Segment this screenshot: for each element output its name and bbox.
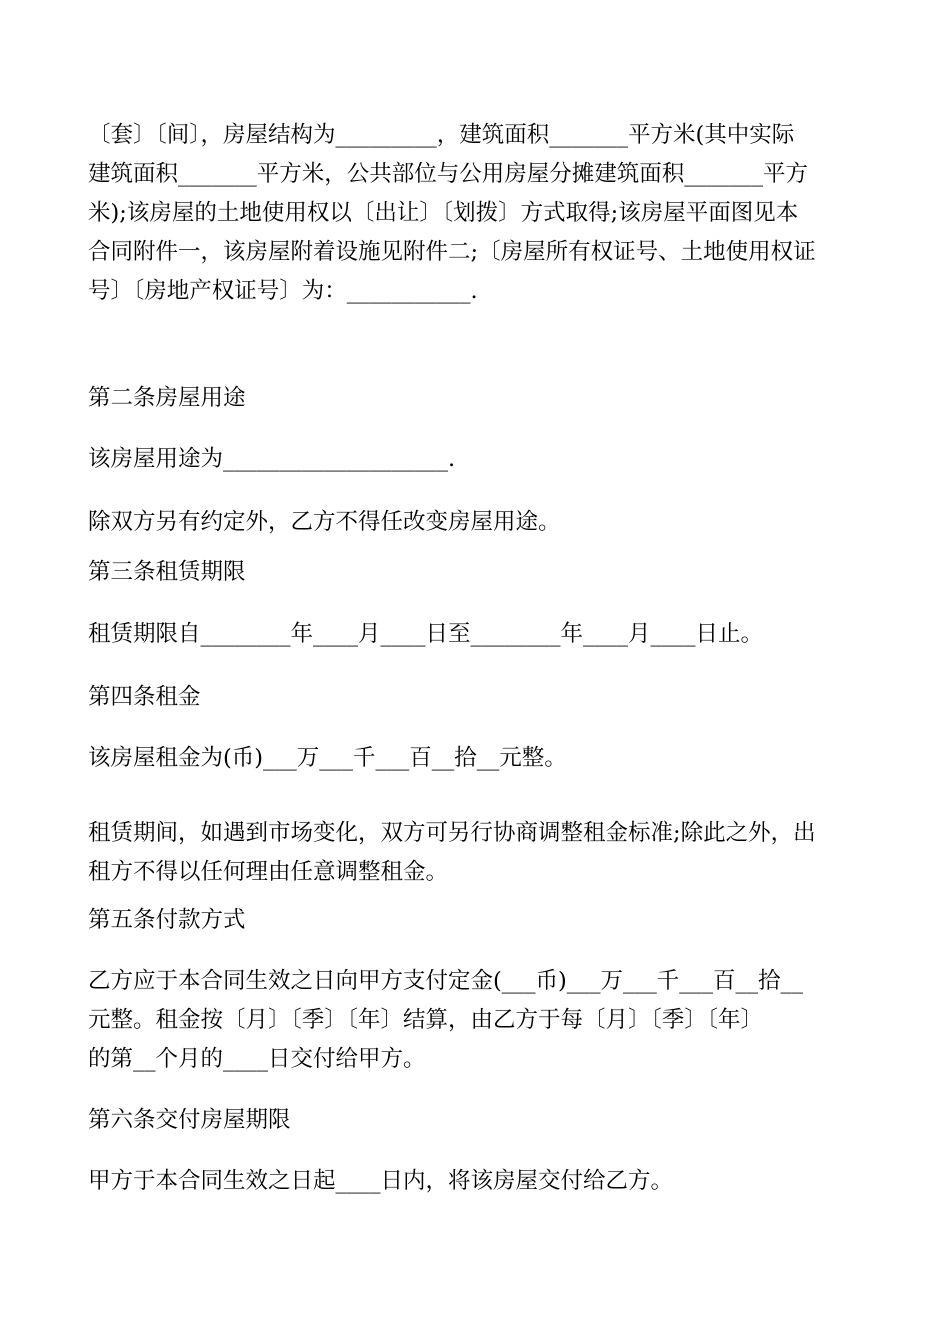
article-4-rent-text: 该房屋租金为(币)___万___千___百__拾__元整。	[88, 745, 567, 771]
text-line: 租赁期间，如遇到市场变化，双方可另行协商调整租金标准;除此之外，出	[88, 820, 816, 846]
text-line: 合同附件一，该房屋附着设施见附件二;〔房屋所有权证号、土地使用权证	[88, 239, 816, 265]
article-6-heading: 第六条交付房屋期限	[88, 1107, 291, 1133]
text-line: 元整。租金按〔月〕〔季〕〔年〕结算，由乙方于每〔月〕〔季〕〔年〕	[88, 1007, 764, 1033]
text-line: 建筑面积_______平方米，公共部位与公用房屋分摊建筑面积_______平方	[88, 161, 809, 187]
article-3-heading: 第三条租赁期限	[88, 559, 246, 585]
text-line: 号〕〔房地产权证号〕为：___________.	[88, 278, 478, 304]
text-line: 米);该房屋的土地使用权以〔出让〕〔划拨〕方式取得;该房屋平面图见本	[88, 200, 799, 226]
article-4-heading: 第四条租金	[88, 684, 201, 710]
article-5-payment-paragraph	[88, 962, 866, 1079]
property-description-paragraph	[88, 116, 866, 311]
article-5-heading: 第五条付款方式	[88, 907, 246, 933]
text-line: 的第__个月的____日交付给甲方。	[88, 1046, 426, 1072]
text-line: 乙方应于本合同生效之日向甲方支付定金(___币)___万___千___百__拾__	[88, 968, 804, 994]
text-line: 〔套〕〔间〕，房屋结构为_________，建筑面积_______平方米(其中实际	[88, 122, 795, 148]
article-6-delivery-text: 甲方于本合同生效之日起____日内，将该房屋交付给乙方。	[88, 1168, 674, 1194]
text-line: 租方不得以任何理由任意调整租金。	[88, 859, 449, 885]
article-4-adjust-paragraph	[88, 814, 866, 892]
article-3-term-text: 租赁期限自________年____月____日至________年____月____日止。	[88, 621, 764, 647]
article-2-heading: 第二条房屋用途	[88, 385, 246, 411]
article-2-note-text: 除双方另有约定外，乙方不得任改变房屋用途。	[88, 509, 561, 535]
article-2-use-text: 该房屋用途为____________________.	[88, 446, 456, 472]
